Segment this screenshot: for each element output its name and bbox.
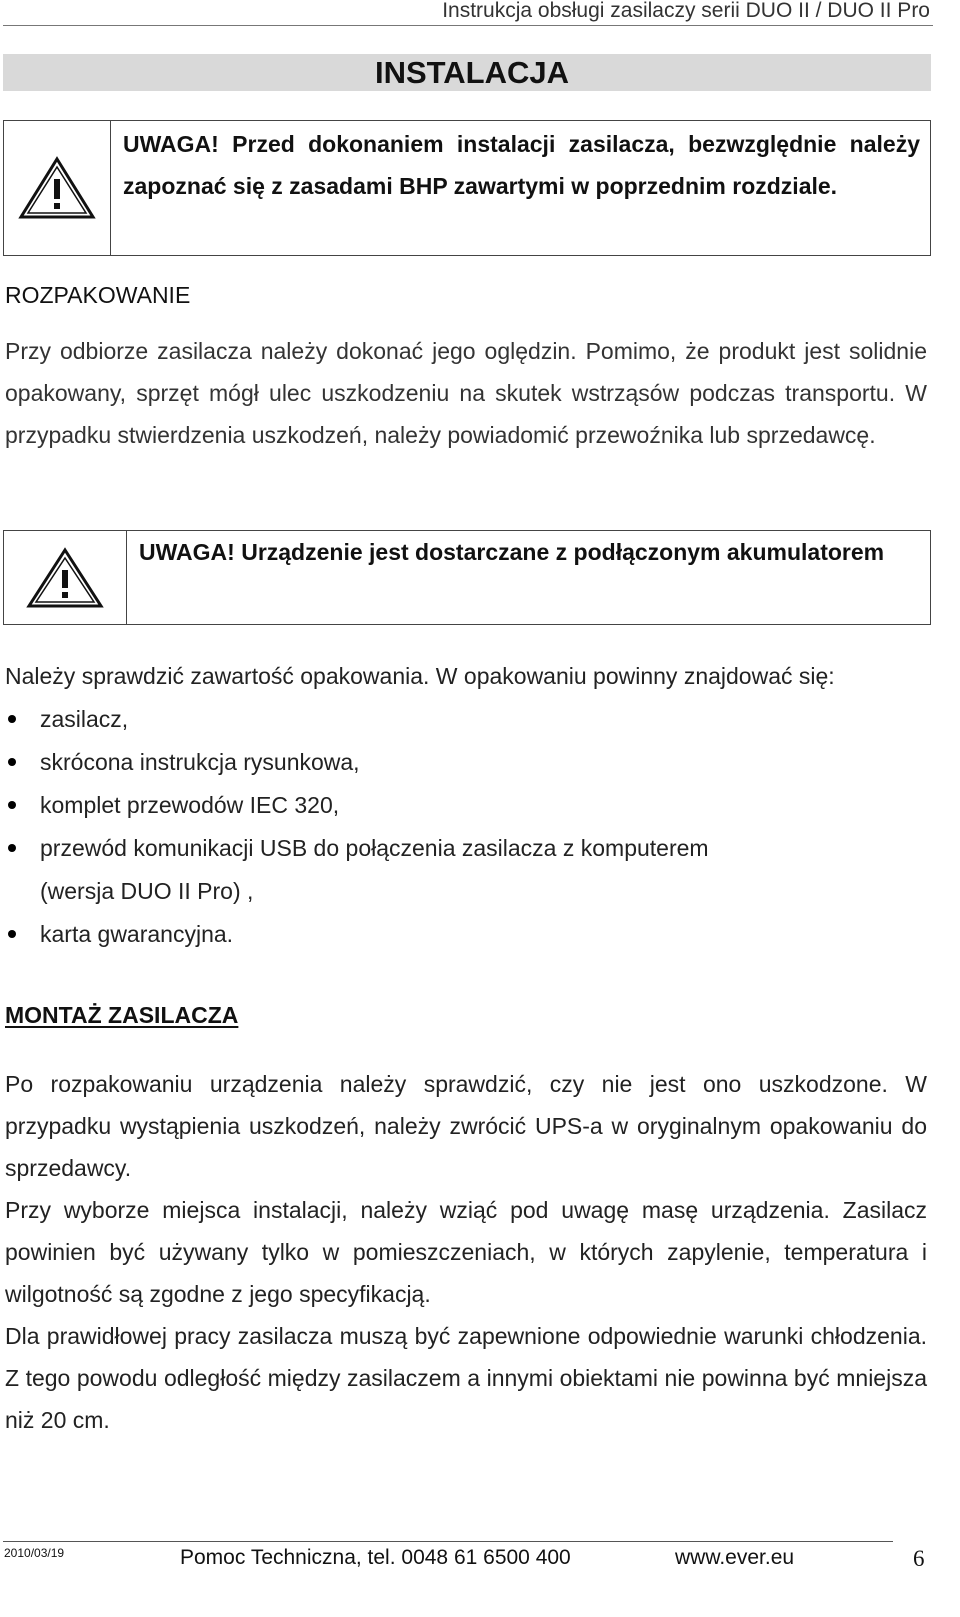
warning-box-battery bbox=[3, 530, 931, 625]
warning-text: UWAGA! Urządzenie jest dostarczane z podłączonym akumulatorem bbox=[139, 539, 885, 565]
section-heading-unpacking: ROZPAKOWANIE bbox=[5, 282, 191, 308]
running-header: Instrukcja obsługi zasilaczy serii DUO II / DUO II Pro bbox=[442, 0, 930, 22]
bullet-icon bbox=[8, 715, 16, 723]
title-bar bbox=[3, 54, 931, 91]
list-item: zasilacz, bbox=[5, 698, 905, 741]
bullet-icon bbox=[8, 758, 16, 766]
section-heading-mounting: MONTAŻ ZASILACZA bbox=[5, 1002, 239, 1028]
page-title: INSTALACJA bbox=[374, 55, 570, 90]
bullet-icon bbox=[8, 844, 16, 852]
page-number: 6 bbox=[913, 1546, 925, 1571]
warning-icon-cell bbox=[4, 531, 127, 624]
mounting-paragraph: Przy wyborze miejsca instalacji, należy wziąć pod uwagę masę urządzenia. Zasilacz powinien być używany tylko w pomieszczeniach, w których zapylenie, temperatura i wilgotność są zgodne z jego specyfikacją. bbox=[5, 1197, 927, 1307]
footer-support: Pomoc Techniczna, tel. 0048 61 6500 400 bbox=[180, 1546, 571, 1569]
header-divider bbox=[3, 25, 933, 26]
footer-url: www.ever.eu bbox=[675, 1546, 795, 1569]
warning-triangle-icon bbox=[17, 153, 97, 223]
page-footer bbox=[0, 1546, 960, 1572]
footer-divider bbox=[3, 1541, 893, 1542]
list-item: komplet przewodów IEC 320, bbox=[5, 784, 905, 827]
list-item: przewód komunikacji USB do połączenia zasilacza z komputerem (wersja DUO II Pro) , bbox=[5, 827, 770, 913]
list-item: karta gwarancyjna. bbox=[5, 913, 905, 956]
list-item: skrócona instrukcja rysunkowa, bbox=[5, 741, 905, 784]
mounting-paragraph: Po rozpakowaniu urządzenia należy sprawdzić, czy nie jest ono uszkodzone. W przypadku wystąpienia uszkodzeń, należy zwrócić UPS-a w oryginalnym opakowaniu do sprzedawcy. bbox=[5, 1071, 927, 1181]
mounting-paragraph: Dla prawidłowej pracy zasilacza muszą być zapewnione odpowiednie warunki chłodzenia. Z tego powodu odległość między zasilaczem a innymi obiektami nie powinna być mniejsza niż 20 cm. bbox=[5, 1323, 927, 1433]
warning-triangle-icon bbox=[25, 544, 105, 612]
bullet-icon bbox=[8, 930, 16, 938]
bullet-icon bbox=[8, 801, 16, 809]
contents-intro: Należy sprawdzić zawartość opakowania. W opakowaniu powinny znajdować się: bbox=[5, 663, 835, 689]
warning-box-safety bbox=[3, 120, 931, 256]
warning-icon-cell bbox=[4, 121, 111, 255]
warning-text: UWAGA! Przed dokonaniem instalacji zasilacza, bezwzględnie należy zapoznać się z zasadami BHP zawartymi w poprzednim rozdziale. bbox=[123, 131, 920, 199]
unpacking-paragraph: Przy odbiorze zasilacza należy dokonać jego oględzin. Pomimo, że produkt jest solidnie opakowany, sprzęt mógł ulec uszkodzeniu na skutek wstrząsów podczas transportu. W przypadku stwierdzenia uszkodzeń, należy powiadomić przewoźnika lub sprzedawcę. bbox=[5, 338, 927, 448]
contents-list bbox=[5, 698, 905, 956]
footer-date: 2010/03/19 bbox=[4, 1546, 65, 1560]
